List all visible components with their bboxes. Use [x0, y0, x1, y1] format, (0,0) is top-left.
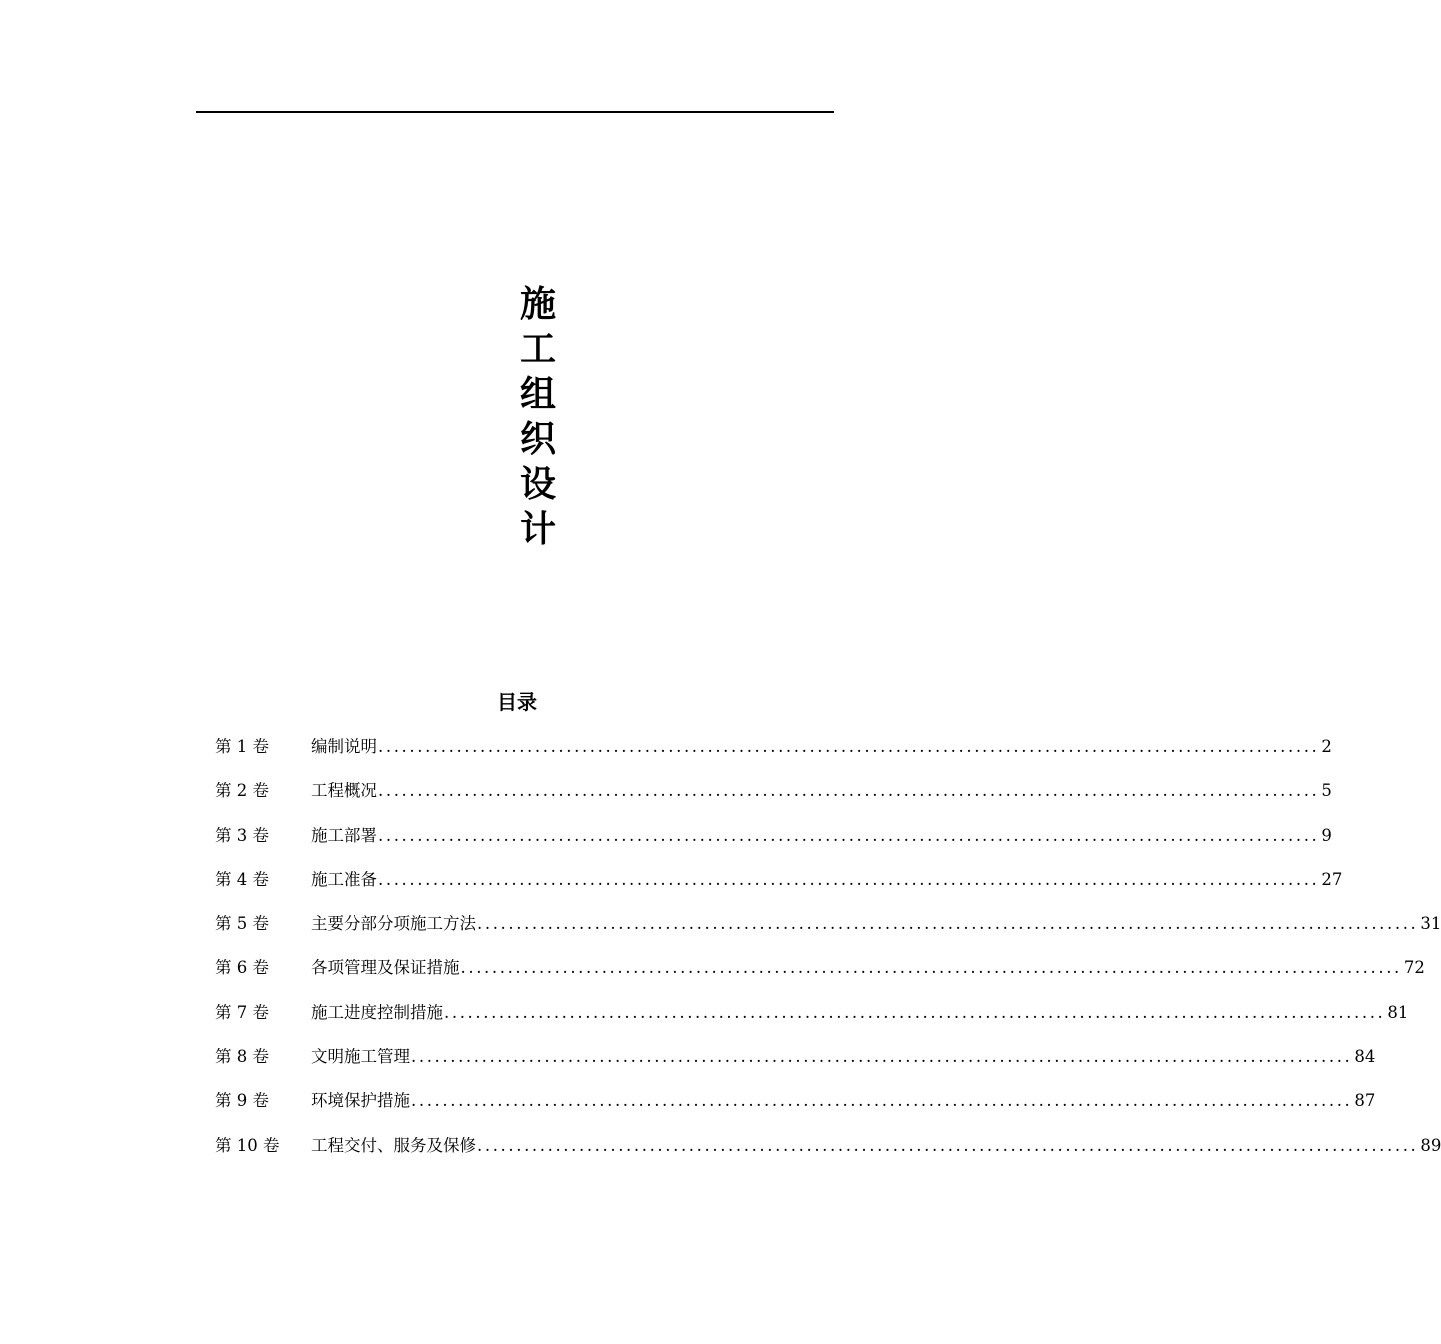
toc-volume: 第 4 卷 [215, 869, 269, 889]
toc-page-number: 2 [1321, 737, 1332, 756]
toc-volume: 第 2 卷 [215, 781, 269, 801]
toc-page-number: 84 [1354, 1047, 1376, 1067]
toc-page-number: 31 [1420, 914, 1441, 934]
toc-page-number: 72 [1403, 958, 1425, 978]
toc-dot-leader: ........................................................................................................................ [444, 1002, 1386, 1022]
toc-dot-leader: ........................................................................................................................ [460, 958, 1402, 978]
toc-title: 工程交付、服务及保修 [311, 1135, 476, 1155]
toc-dot-leader: ........................................................................................................................ [411, 1047, 1353, 1067]
title-char: 施 [519, 284, 556, 325]
toc-entry[interactable] [215, 1087, 1376, 1131]
toc-entry[interactable] [215, 999, 1409, 1043]
toc-title: 编制说明 [311, 737, 377, 756]
toc-dot-leader: ........................................................................................................................ [378, 781, 1320, 801]
toc-volume: 第 9 卷 [215, 1091, 269, 1111]
toc-dot-leader: ........................................................................................................................ [477, 914, 1419, 934]
title-char: 设 [519, 464, 556, 505]
toc-title: 施工部署 [311, 825, 377, 845]
toc-title: 文明施工管理 [311, 1047, 410, 1067]
toc-heading: 目录 [497, 690, 537, 714]
document-title [515, 282, 561, 552]
toc-page-number: 27 [1321, 869, 1343, 889]
title-char: 工 [519, 329, 556, 370]
toc-page-number: 9 [1321, 825, 1332, 845]
toc-volume: 第 6 卷 [215, 958, 269, 978]
toc-volume: 第 5 卷 [215, 914, 269, 934]
toc-page-number: 87 [1354, 1091, 1376, 1111]
toc-title: 施工准备 [311, 869, 377, 889]
title-char: 组 [519, 374, 556, 415]
toc-entry[interactable] [215, 777, 1332, 821]
toc-page-number: 81 [1387, 1002, 1409, 1022]
toc-page-number: 89 [1420, 1135, 1441, 1155]
toc-entry[interactable] [215, 866, 1343, 910]
toc-entry[interactable] [215, 1132, 1441, 1176]
toc-title: 各项管理及保证措施 [311, 958, 460, 978]
toc-volume: 第 10 卷 [215, 1135, 280, 1155]
toc-entry[interactable] [215, 910, 1441, 954]
toc-dot-leader: ........................................................................................................................ [411, 1091, 1353, 1111]
title-char: 计 [519, 509, 556, 550]
toc-title: 环境保护措施 [311, 1091, 410, 1111]
toc-title: 工程概况 [311, 781, 377, 801]
toc-volume: 第 3 卷 [215, 825, 269, 845]
toc-volume: 第 7 卷 [215, 1002, 269, 1022]
toc-dot-leader: ........................................................................................................................ [378, 737, 1320, 756]
toc-volume: 第 8 卷 [215, 1047, 269, 1067]
toc-volume: 第 1 卷 [215, 737, 269, 756]
toc-title: 施工进度控制措施 [311, 1002, 443, 1022]
toc-dot-leader: ........................................................................................................................ [378, 825, 1320, 845]
toc-entry[interactable] [215, 1043, 1376, 1087]
title-char: 织 [519, 419, 556, 460]
toc-page-number: 5 [1321, 781, 1332, 801]
header-rule [196, 111, 834, 113]
toc-entry[interactable] [215, 954, 1425, 998]
toc-dot-leader: ........................................................................................................................ [378, 869, 1320, 889]
toc-entry[interactable] [215, 822, 1332, 866]
toc-title: 主要分部分项施工方法 [311, 914, 476, 934]
toc-entry[interactable] [215, 733, 1332, 777]
toc-dot-leader: ........................................................................................................................ [477, 1135, 1419, 1155]
table-of-contents [215, 733, 1441, 1176]
